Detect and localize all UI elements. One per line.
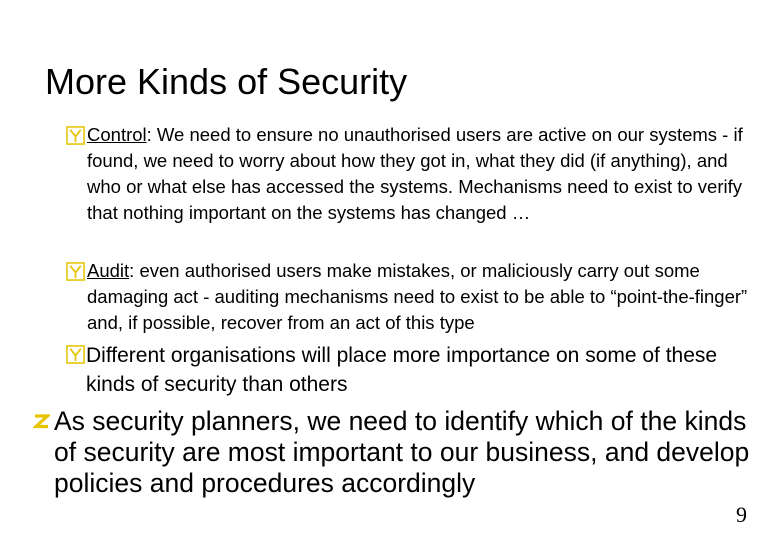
main-bullet-item <box>33 406 773 499</box>
page-number: 9 <box>736 502 747 527</box>
bullet-term-control: Control <box>87 124 147 145</box>
bullet-item-organisations <box>66 341 766 399</box>
slide-title: More Kinds of Security <box>45 61 408 102</box>
main-bullet-text: As security planners, we need to identify which of the kinds of security are most important to our business, and develop policies and procedures accordingly <box>54 406 750 498</box>
bullet-text-organisations: Different organisations will place more importance on some of these kinds of security than others <box>86 344 718 396</box>
bullet-item-audit <box>66 258 766 336</box>
checkbox-bullet-icon <box>66 262 85 281</box>
bullet-item-control <box>66 122 766 226</box>
bullet-text-control: : We need to ensure no unauthorised users are active on our systems - if found, we need to worry about how they got in, what they did (if anything), and who or what else has accessed the systems. Mechanisms need to exist to verify that nothing important on the systems has changed … <box>87 124 743 223</box>
bullet-text-audit: : even authorised users make mistakes, or maliciously carry out some damaging act - auditing mechanisms need to exist to be able to “point-the-finger” and, if possible, recover from an act of this type <box>87 260 748 333</box>
bullet-term-audit: Audit <box>87 260 130 281</box>
z-bullet-icon <box>33 411 50 431</box>
checkbox-bullet-icon <box>66 126 85 145</box>
checkbox-bullet-icon <box>66 345 85 364</box>
